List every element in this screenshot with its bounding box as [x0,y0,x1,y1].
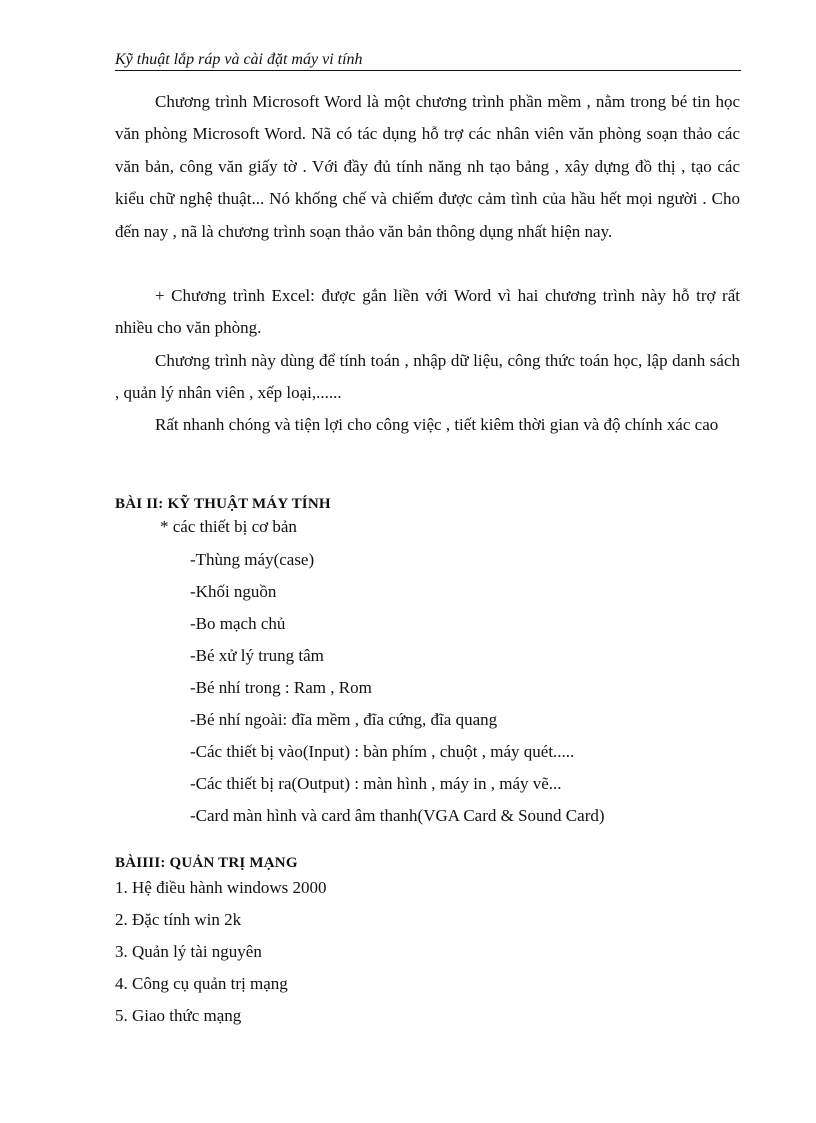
list-item: -Các thiết bị vào(Input) : bàn phím , chuột , máy quét..... [190,742,575,761]
paragraph-excel-benefits: Rất nhanh chóng và tiện lợi cho công việc , tiết kiêm thời gian và độ chính xác cao [155,415,719,434]
list-item: -Khối nguồn [190,582,277,601]
list-item: 1. Hệ điều hành windows 2000 [115,878,327,897]
list-item: -Bo mạch chủ [190,614,286,633]
list-item: -Các thiết bị ra(Output) : màn hình , máy in , máy vẽ... [190,774,562,793]
list-item: 4. Công cụ quản trị mạng [115,974,288,993]
section-heading-hardware: BÀI II: KỸ THUẬT MÁY TÍNH [115,496,331,512]
paragraph-excel-uses: Chương trình này dùng để tính toán , nhập dữ liệu, công thức toán học, lập danh sách , quản lý nhân viên , xếp loại,...... [115,351,740,403]
header-rule [115,70,741,71]
list-item: -Bé nhí ngoài: đĩa mềm , đĩa cứng, đĩa quang [190,710,498,729]
list-item: 2. Đặc tính win 2k [115,910,242,929]
list-item: 5. Giao thức mạng [115,1006,242,1025]
section-subheading-basic-devices: * các thiết bị cơ bản [160,517,297,536]
list-item: -Card màn hình và card âm thanh(VGA Card & Sound Card) [190,806,605,825]
page-header: Kỹ thuật lắp ráp và cài đặt máy vi tính [115,51,363,68]
paragraph-word-intro: Chương trình Microsoft Word là một chương trình phần mềm , nằm trong bé tin học văn phòng Microsoft Word. Nã có tác dụng hỗ trợ các nhân viên văn phòng soạn thảo các văn bản, công văn giấy tờ . Với đầy đủ tính năng nh tạo bảng , xây dựng đồ thị , tạo các kiểu chữ nghệ thuật... Nó khống chế và chiếm được cảm tình của hầu hết mọi người . Cho đến nay , nã là chương trình soạn thảo văn bản thông dụng nhất hiện nay. [115,92,740,241]
paragraph-excel-intro: + Chương trình Excel: được gắn liền với Word vì hai chương trình này hỗ trợ rất nhiều cho văn phòng. [115,286,740,338]
hardware-list [190,544,605,832]
list-item: -Thùng máy(case) [190,550,315,569]
section-heading-network-admin: BÀIIII: QUẢN TRỊ MẠNG [115,855,298,871]
list-item: -Bé xử lý trung tâm [190,646,324,665]
network-admin-list [115,872,327,1032]
list-item: 3. Quản lý tài nguyên [115,942,262,961]
list-item: -Bé nhí trong : Ram , Rom [190,678,372,697]
